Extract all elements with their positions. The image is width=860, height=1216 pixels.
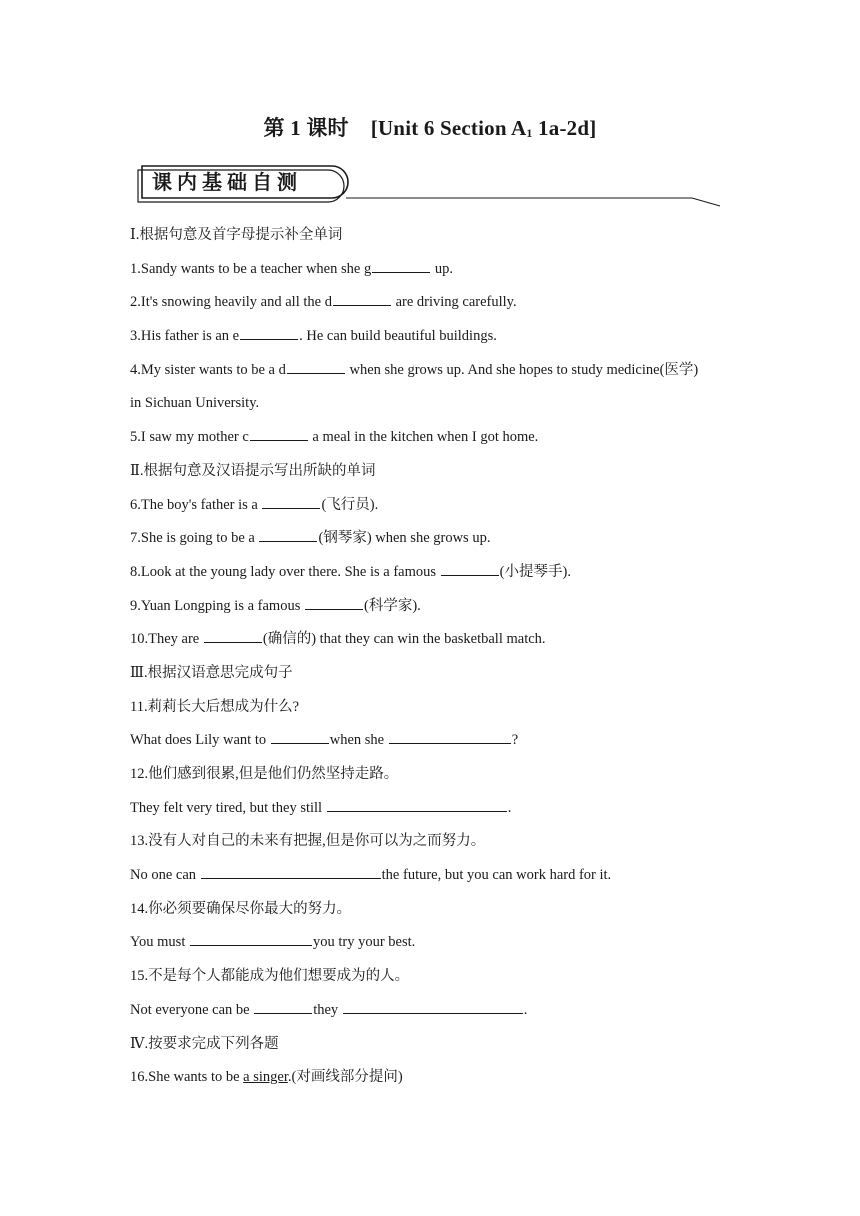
- answer-blank[interactable]: [204, 628, 262, 643]
- answer-blank[interactable]: [201, 864, 381, 879]
- unit-subscript: 1: [526, 126, 533, 140]
- question-11-prompt: 11.莉莉长大后想成为什么?: [130, 698, 300, 715]
- answer-blank[interactable]: [441, 561, 499, 576]
- answer-blank[interactable]: [343, 999, 523, 1014]
- question-9: 9.Yuan Longping is a famous (科学家).: [130, 595, 750, 629]
- question-15: Not everyone can be they .: [130, 999, 750, 1033]
- section-heading-2: Ⅱ.根据句意及汉语提示写出所缺的单词: [130, 462, 376, 479]
- answer-blank[interactable]: [372, 258, 430, 273]
- answer-blank[interactable]: [287, 359, 345, 374]
- question-2: 2.It's snowing heavily and all the d are driving carefully.: [130, 291, 750, 325]
- underlined-phrase: a singer: [243, 1069, 288, 1086]
- question-4: 4.My sister wants to be a d when she grows up. And she hopes to study medicine(医学): [130, 359, 750, 393]
- answer-blank[interactable]: [305, 595, 363, 610]
- answer-blank[interactable]: [333, 291, 391, 306]
- banner-label: 课内基础自测: [152, 170, 302, 194]
- lesson-number: 第 1 课时: [263, 116, 349, 140]
- answer-blank[interactable]: [254, 999, 312, 1014]
- question-8: 8.Look at the young lady over there. She is a famous (小提琴手).: [130, 561, 750, 595]
- answer-blank[interactable]: [240, 325, 298, 340]
- question-13: No one can the future, but you can work hard for it.: [130, 864, 750, 898]
- section-heading-1: Ⅰ.根据句意及首字母提示补全单词: [130, 227, 343, 243]
- question-12-prompt: 12.他们感到很累,但是他们仍然坚持走路。: [130, 766, 399, 782]
- unit-range: 1a-2d]: [532, 116, 597, 140]
- question-15-prompt: 15.不是每个人都能成为他们想要成为的人。: [130, 968, 410, 985]
- answer-blank[interactable]: [259, 527, 317, 542]
- question-4-continued: in Sichuan University.: [130, 395, 260, 412]
- answer-blank[interactable]: [389, 729, 511, 744]
- question-11: What does Lily want to when she ?: [130, 729, 750, 763]
- question-14-prompt: 14.你必须要确保尽你最大的努力。: [130, 900, 352, 917]
- question-12: They felt very tired, but they still .: [130, 797, 750, 831]
- section-heading-4: Ⅳ.按要求完成下列各题: [130, 1035, 279, 1052]
- question-1: 1.Sandy wants to be a teacher when she g up.: [130, 258, 750, 292]
- section-heading-3: Ⅲ.根据汉语意思完成句子: [130, 664, 293, 681]
- answer-blank[interactable]: [271, 729, 329, 744]
- answer-blank[interactable]: [250, 426, 308, 441]
- question-5: 5.I saw my mother c a meal in the kitchen when I got home.: [130, 426, 750, 460]
- answer-blank[interactable]: [327, 797, 507, 812]
- question-14: You must you try your best.: [130, 931, 750, 965]
- answer-blank[interactable]: [262, 494, 320, 509]
- section-banner: [132, 160, 722, 210]
- page-title: [0, 112, 860, 142]
- unit-label: [Unit 6 Section A: [370, 116, 527, 140]
- question-10: 10.They are (确信的) that they can win the basketball match.: [130, 628, 750, 662]
- question-3: 3.His father is an e . He can build beautiful buildings.: [130, 325, 750, 359]
- question-6: 6.The boy's father is a (飞行员).: [130, 494, 750, 528]
- question-7: 7.She is going to be a (钢琴家) when she grows up.: [130, 527, 750, 561]
- exercise-content: [130, 224, 750, 1100]
- answer-blank[interactable]: [190, 931, 312, 946]
- question-13-prompt: 13.没有人对自己的未来有把握,但是你可以为之而努力。: [130, 833, 486, 850]
- question-16: 16.She wants to be a singer.(对画线部分提问): [130, 1069, 403, 1086]
